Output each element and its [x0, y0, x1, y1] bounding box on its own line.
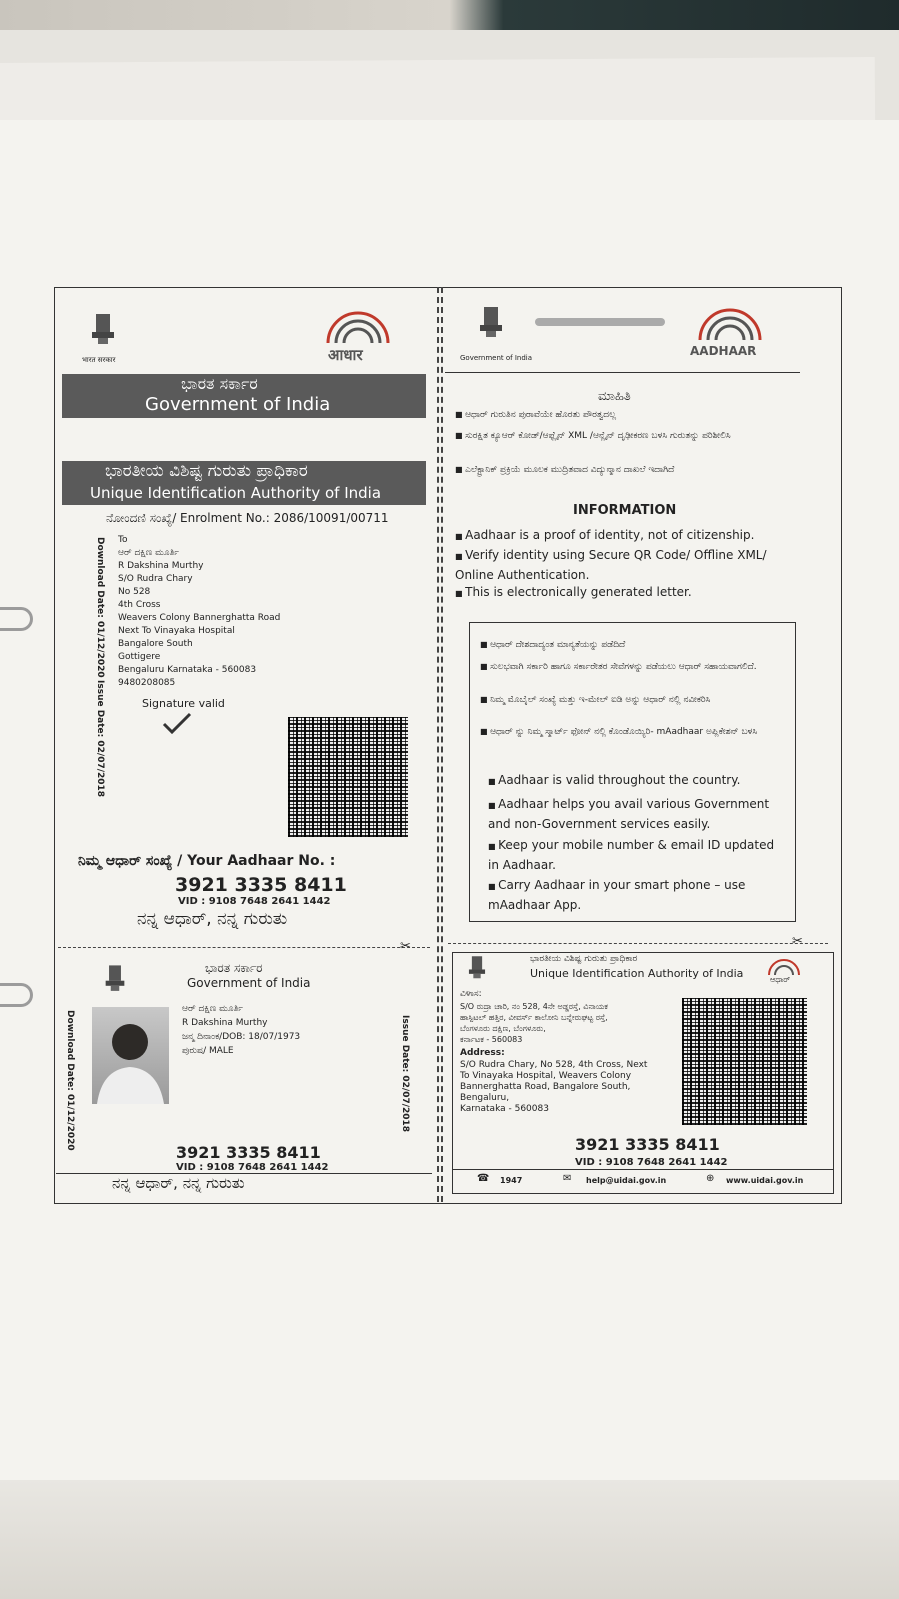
download-date: Download Date: 01/12/2020	[95, 537, 105, 678]
national-emblem-icon	[88, 310, 118, 350]
info-point-en: ■ Aadhaar is a proof of identity, not of citizenship.	[455, 528, 754, 542]
addr-kn-line: ಕರ್ನಾಟಕ - 560083	[460, 1035, 523, 1044]
box-point-kn: ■ ಸುಲಭವಾಗಿ ಸರ್ಕಾರಿ ಹಾಗೂ ಸರ್ಕಾರೇತರ ಸೇವೆಗಳನ್ನು ಪಡೆಯಲು ಆಧಾರ್ ಸಹಾಯವಾಗಲಿದೆ.	[480, 660, 780, 674]
address-line: No 528	[118, 587, 151, 597]
address-line: Gottigere	[118, 652, 161, 662]
card-tagline: ನನ್ನ ಆಧಾರ್, ನನ್ನ ಗುರುತು	[112, 1174, 245, 1192]
card-uidai-kannada: ಭಾರತೀಯ ವಿಶಿಷ್ಟ ಗುರುತು ಪ್ರಾಧಿಕಾರ	[530, 954, 638, 964]
address-line: To	[118, 535, 128, 545]
uidai-title-kannada: ಭಾರತೀಯ ವಿಶಿಷ್ಟ ಗುರುತು ಪ್ರಾಧಿಕಾರ	[105, 461, 308, 481]
national-emblem-icon	[466, 953, 488, 983]
mahiti-title: ಮಾಹಿತಿ	[598, 389, 631, 404]
address-line: Bangalore South	[118, 639, 193, 649]
card-name-en: R Dakshina Murthy	[182, 1018, 268, 1028]
card-gender: ಪುರುಷ/ MALE	[182, 1046, 234, 1056]
address-line: ಆರ್ ದಕ್ಷಿಣ ಮೂರ್ತಿ	[118, 548, 179, 558]
card-issue-date: Issue Date: 02/07/2018	[400, 1015, 410, 1133]
addr-kn-line: S/O ರುದ್ರಾ ಚಾರಿ, ನಂ 528, 4ನೇ ಅಡ್ಡರಸ್ತೆ, ವಿನಾಯಕ	[460, 1002, 608, 1011]
addr-en-line: S/O Rudra Chary, No 528, 4th Cross, Next	[460, 1060, 648, 1070]
website: www.uidai.gov.in	[726, 1176, 804, 1185]
cut-line-vertical	[437, 287, 439, 1202]
tagline: ನನ್ನ ಆಧಾರ್, ನನ್ನ ಗುರುತು	[137, 909, 288, 929]
cut-line-vertical	[441, 287, 443, 1202]
your-aadhaar-label: ನಿಮ್ಮ ಆಧಾರ್ ಸಂಖ್ಯೆ / Your Aadhaar No. :	[78, 853, 336, 869]
national-emblem-icon	[476, 303, 506, 343]
addr-en-line: Bannerghatta Road, Bangalore South,	[460, 1082, 631, 1092]
aadhaar-logo-icon	[764, 955, 804, 977]
aadhaar-logo-icon	[318, 305, 398, 345]
info-point-en: ■ This is electronically generated letter.	[455, 585, 692, 599]
uidai-title-english: Unique Identification Authority of India	[90, 484, 382, 502]
address-line: 9480208085	[118, 678, 176, 688]
helpline-number: 1947	[500, 1176, 523, 1185]
vid-number: VID : 9108 7648 2641 1442	[178, 896, 331, 907]
vilasa-label: ವಿಳಾಸ:	[460, 989, 482, 999]
aadhaar-logo-text: आधार	[328, 346, 363, 364]
web-icon: ⊕	[706, 1173, 715, 1184]
addr-kn-line: ಬೆಂಗಳೂರು ದಕ್ಷಿಣ, ಬೆಂಗಳೂರು,	[460, 1024, 546, 1033]
address-line: Weavers Colony Bannerghatta Road	[118, 613, 281, 623]
box-point-kn: ■ ಆಧಾರ್ ನ್ನು ನಿಮ್ಮ ಸ್ಮಾರ್ಟ್ ಫೋನ್ ನಲ್ಲಿ ಕೊಂಡೊಯ್ಯಿರಿ- mAadhaar ಅಪ್ಲಿಕೇಶನ್ ಬಳಸಿ	[480, 725, 780, 739]
issue-date: Issue Date: 02/07/2018	[95, 680, 105, 798]
box-point-en: ■ Keep your mobile number & email ID updated in Aadhaar.	[488, 836, 778, 874]
gov-title-english: Government of India	[145, 394, 331, 415]
card-qr-code	[682, 998, 807, 1125]
info-point-kn: ■ ಸುರಕ್ಷಿತ ಕ್ಯೂಆರ್ ಕೋಡ್/ಆಫ್ಲೈನ್ XML /ಆನ್ಲೈನ್ ದೃಢೀಕರಣ ಬಳಸಿ ಗುರುತನ್ನು ಪರಿಶೀಲಿಸಿ	[455, 428, 755, 444]
address-line: S/O Rudra Chary	[118, 574, 193, 584]
card-download-date: Download Date: 01/12/2020	[65, 1010, 75, 1151]
box-point-en: ■ Carry Aadhaar in your smart phone – use mAadhaar App.	[488, 876, 778, 914]
card-aadhaar-number: 3921 3335 8411	[176, 1143, 321, 1162]
information-title: INFORMATION	[573, 503, 677, 518]
email-icon: ✉	[563, 1173, 572, 1184]
help-email: help@uidai.gov.in	[586, 1176, 667, 1185]
addr-kn-line: ಹಾಸ್ಪಿಟಲ್ ಹತ್ತಿರ, ವೀವರ್ಸ್ ಕಾಲೋನಿ ಬನ್ನೇರುಘಟ್ಟ ರಸ್ತೆ,	[460, 1013, 608, 1022]
address-line: 4th Cross	[118, 600, 161, 610]
qr-code	[288, 717, 408, 837]
paper-bottom	[0, 1480, 899, 1599]
info-point-kn: ■ ಎಲೆಕ್ಟ್ರಾನಿಕ್ ಪ್ರಕ್ರಿಯೆ ಮೂಲಕ ಮುದ್ರಿತವಾದ ವಿದ್ಯುನ್ಮಾನ ದಾಖಲೆ ಇದಾಗಿದೆ	[455, 462, 775, 478]
aadhaar-number: 3921 3335 8411	[175, 874, 347, 896]
card-aadhaar-number: 3921 3335 8411	[575, 1135, 720, 1154]
cut-line	[448, 943, 828, 944]
phone-icon: ☎	[477, 1173, 490, 1184]
card-logo-text: ಆಧಾರ್	[770, 975, 791, 984]
scissors-icon: ✂	[792, 934, 803, 949]
card-uidai-english: Unique Identification Authority of India	[530, 967, 744, 980]
emblem-caption: भारत सरकार	[82, 356, 116, 364]
address-line: Bengaluru Karnataka - 560083	[118, 665, 257, 675]
card-gov-english: Government of India	[187, 976, 311, 990]
emblem-caption: Government of India	[460, 354, 533, 362]
photo	[92, 1007, 169, 1104]
national-emblem-icon	[102, 962, 128, 996]
card-gov-kannada: ಭಾರತ ಸರ್ಕಾರ	[205, 961, 263, 975]
header-divider	[445, 372, 800, 373]
signature-valid: Signature valid	[142, 697, 225, 710]
redacted-bar	[535, 318, 665, 326]
gov-title-kannada: ಭಾರತ ಸರ್ಕಾರ	[181, 374, 258, 393]
enrolment-number: ನೋಂದಣಿ ಸಂಖ್ಯೆ/ Enrolment No.: 2086/10091/00711	[106, 511, 389, 525]
checkmark-icon	[162, 712, 192, 734]
card-vid: VID : 9108 7648 2641 1442	[176, 1162, 329, 1173]
aadhaar-logo-text: AADHAAR	[690, 344, 757, 358]
address-line: Next To Vinayaka Hospital	[118, 626, 235, 636]
card-name-kn: ಆರ್ ದಕ್ಷಿಣ ಮೂರ್ತಿ	[182, 1004, 243, 1014]
scissors-icon: ✂	[400, 939, 411, 954]
aadhaar-logo-icon	[690, 302, 770, 342]
addr-en-line: Bengaluru,	[460, 1093, 510, 1103]
card-vid: VID : 9108 7648 2641 1442	[575, 1157, 728, 1168]
card-footer-divider	[452, 1169, 834, 1170]
info-point-kn: ■ ಆಧಾರ್ ಗುರುತಿನ ಪುರಾವೆಯೇ ಹೊರತು ಪೌರತ್ವದಲ್ಲ	[455, 410, 616, 420]
cut-line	[58, 947, 430, 948]
person-photo-icon	[92, 1007, 169, 1104]
address-label: Address:	[460, 1048, 505, 1058]
box-point-en: ■ Aadhaar helps you avail various Government and non-Government services easily.	[488, 795, 778, 833]
box-point-kn: ■ ಆಧಾರ್ ದೇಶದಾದ್ಯಂತ ಮಾನ್ಯತೆಯನ್ನು ಪಡೆದಿದೆ	[480, 640, 625, 650]
addr-en-line: Karnataka - 560083	[460, 1104, 549, 1114]
card-dob: ಜನ್ಮ ದಿನಾಂಕ/DOB: 18/07/1973	[182, 1032, 301, 1042]
addr-en-line: To Vinayaka Hospital, Weavers Colony	[460, 1071, 632, 1081]
box-point-en: ■ Aadhaar is valid throughout the country.	[488, 773, 740, 787]
address-line: R Dakshina Murthy	[118, 561, 204, 571]
info-point-en: ■ Verify identity using Secure QR Code/ Offline XML/ Online Authentication.	[455, 546, 795, 584]
binder-ring-icon	[0, 607, 33, 631]
box-point-kn: ■ ನಿಮ್ಮ ಮೊಬೈಲ್ ಸಂಖ್ಯೆ ಮತ್ತು ಇ-ಮೇಲ್ ಐಡಿ ಅನ್ನು ಆಧಾರ್ ನಲ್ಲಿ ನವೀಕರಿಸಿ	[480, 693, 780, 707]
binder-ring-icon	[0, 983, 33, 1007]
